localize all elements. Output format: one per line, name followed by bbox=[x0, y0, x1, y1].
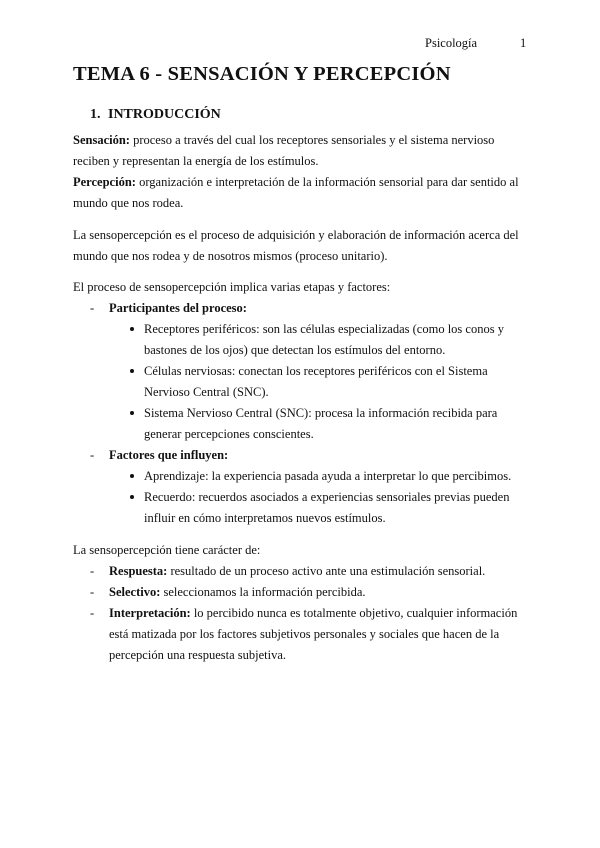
section-heading bbox=[90, 107, 221, 123]
list-item bbox=[109, 319, 533, 361]
characteristic-text: lo percibido nunca es totalmente objetivo, cualquier información está matizada por los factores subjetivos personales y sociales que hacen de la percepción una respuesta subjetiva. bbox=[109, 605, 518, 662]
list-item bbox=[73, 582, 533, 603]
list-item-text: Receptores periféricos: son las células especializadas (como los conos y bastones de los ojos) que detectan los estímulos del entorno. bbox=[144, 322, 504, 357]
definition-term: Percepción: bbox=[73, 175, 136, 189]
dash-marker: - bbox=[90, 563, 95, 578]
group-label: Participantes del proceso: bbox=[109, 301, 247, 315]
list-item-text: Aprendizaje: la experiencia pasada ayuda a interpretar lo que percibimos. bbox=[144, 469, 512, 483]
characteristic-text: seleccionamos la información percibida. bbox=[160, 584, 366, 599]
list-item-text: Recuerdo: recuerdos asociados a experiencias sensoriales previas pueden influir en cómo interpretamos nuevos estímulos. bbox=[144, 490, 510, 525]
page-header bbox=[0, 36, 600, 54]
list-item bbox=[109, 487, 533, 529]
page-title: TEMA 6 - SENSACIÓN Y PERCEPCIÓN bbox=[73, 63, 451, 85]
list-item-text: Sistema Nervioso Central (SNC): procesa la información recibida para generar percepciones conscientes. bbox=[144, 406, 498, 441]
definition-percepcion bbox=[73, 172, 533, 214]
characteristic-text: resultado de un proceso activo ante una estimulación sensorial. bbox=[167, 563, 486, 578]
bullet-list bbox=[109, 319, 533, 445]
header-subject: Psicología bbox=[425, 36, 478, 50]
dash-marker: - bbox=[90, 584, 95, 599]
list-item bbox=[73, 603, 533, 666]
bullet-dot bbox=[130, 411, 134, 415]
list-item bbox=[109, 466, 533, 487]
dash-marker: - bbox=[90, 448, 95, 462]
bullet-dot bbox=[130, 369, 134, 373]
group-participantes bbox=[73, 298, 533, 445]
definition-text: proceso a través del cual los receptores sensoriales y el sistema nervioso reciben y representan la energía de los estímulos. bbox=[73, 133, 495, 168]
body-text bbox=[73, 130, 533, 666]
bullet-dot bbox=[130, 327, 134, 331]
definition-term: Sensación: bbox=[73, 133, 130, 147]
characteristics-list bbox=[73, 561, 533, 666]
list-item bbox=[109, 361, 533, 403]
bullet-list bbox=[109, 466, 533, 529]
bullet-dot bbox=[130, 495, 134, 499]
dash-marker: - bbox=[90, 301, 95, 315]
section-title: INTRODUCCIÓN bbox=[108, 107, 221, 122]
definition-sensacion bbox=[73, 130, 533, 172]
characteristic-term: Selectivo: bbox=[109, 584, 161, 599]
page-number: 1 bbox=[520, 36, 527, 50]
group-label: Factores que influyen: bbox=[109, 448, 229, 462]
characteristic-term: Respuesta: bbox=[109, 563, 168, 578]
group-factores bbox=[73, 445, 533, 529]
paragraph-sensopercepcion: La sensopercepción es el proceso de adquisición y elaboración de información acerca del mundo que nos rodea y de nosotros mismos (proceso unitario). bbox=[73, 227, 519, 263]
section-number: 1. bbox=[90, 107, 101, 122]
paragraph-proceso: El proceso de sensopercepción implica varias etapas y factores: bbox=[73, 280, 391, 294]
definition-text: organización e interpretación de la información sensorial para dar sentido al mundo que nos rodea. bbox=[73, 175, 519, 210]
dash-marker: - bbox=[90, 605, 95, 620]
list-item bbox=[109, 403, 533, 445]
list-item-text: Células nerviosas: conectan los receptores periféricos con el Sistema Nervioso Central (SNC). bbox=[144, 364, 488, 399]
bullet-dot bbox=[130, 474, 134, 478]
list-item bbox=[73, 561, 533, 582]
paragraph-caracter: La sensopercepción tiene carácter de: bbox=[73, 542, 261, 557]
process-list bbox=[73, 298, 533, 529]
characteristic-term: Interpretación: bbox=[109, 605, 191, 620]
